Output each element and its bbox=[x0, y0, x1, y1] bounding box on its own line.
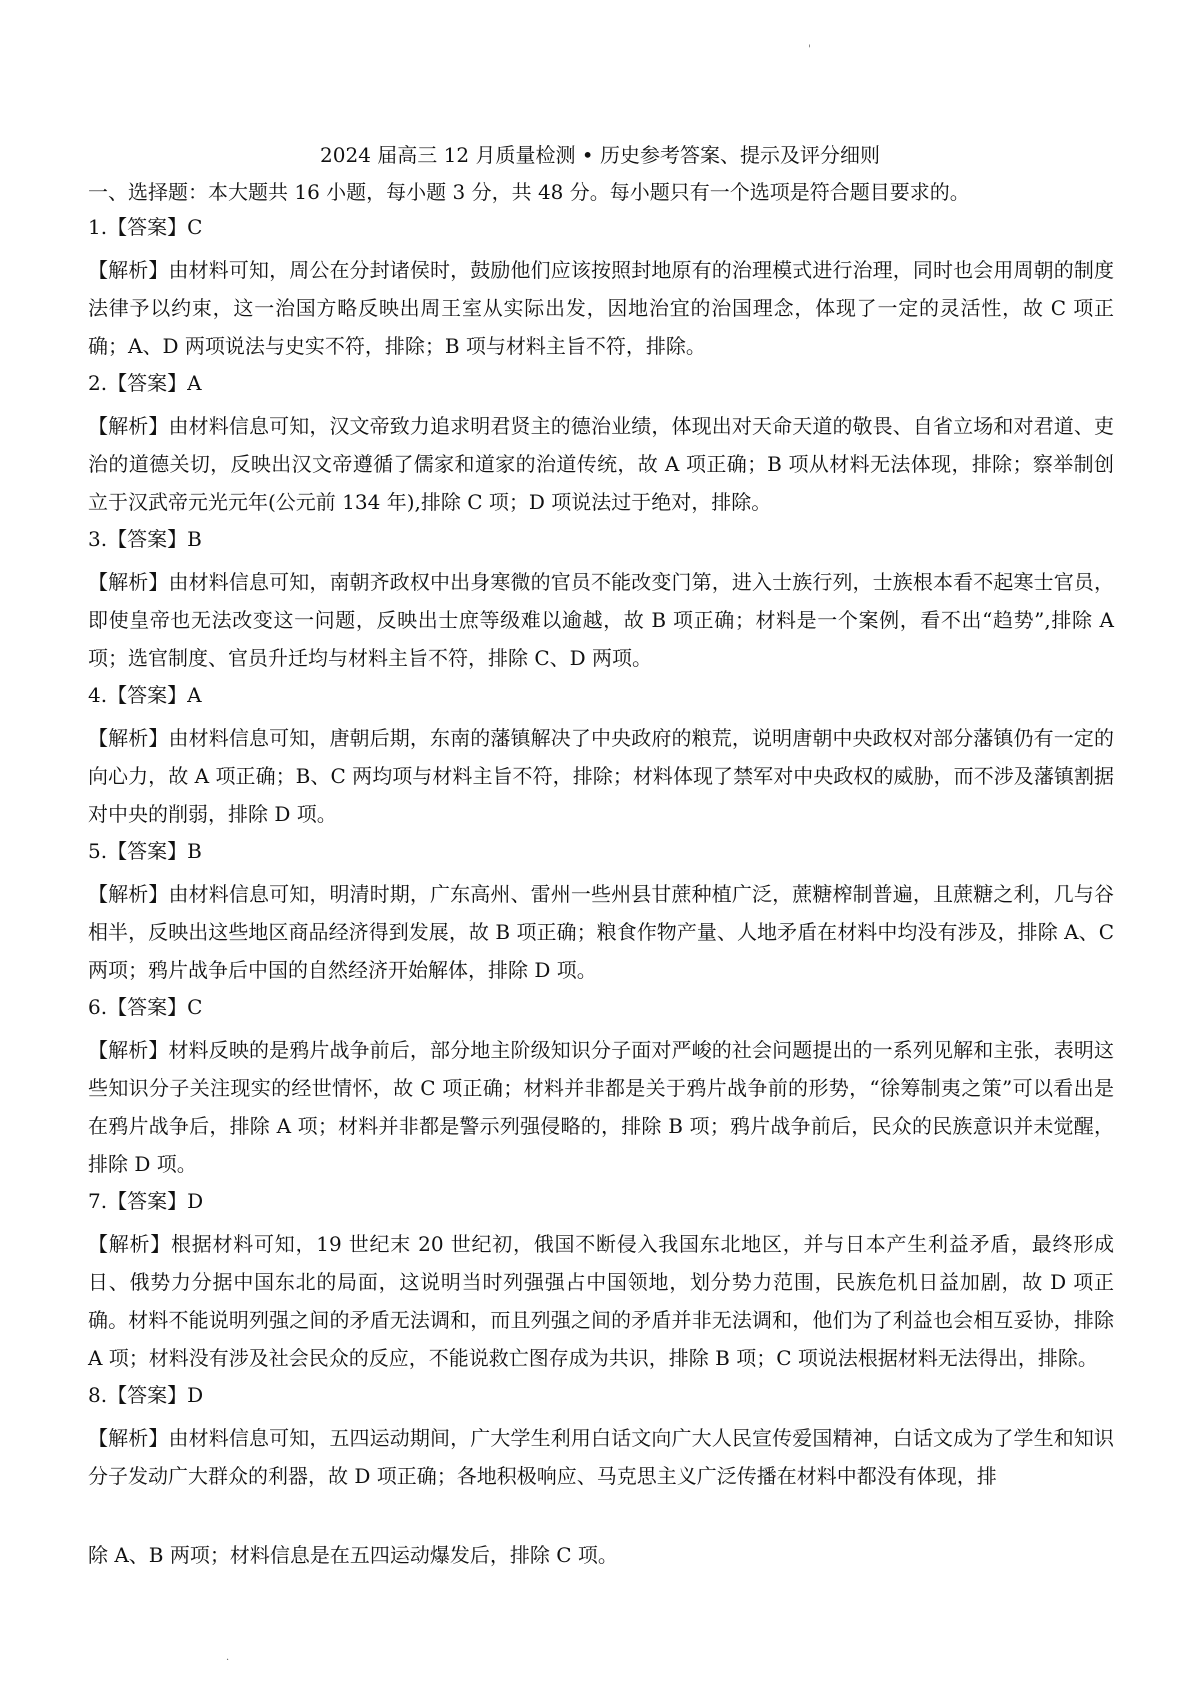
page-title: 2024 届高三 12 月质量检测 • 历史参考答案、提示及评分细则 bbox=[320, 143, 880, 167]
answer-line: 1.【答案】C bbox=[88, 215, 203, 239]
analysis-text: 【解析】根据材料可知，19 世纪末 20 世纪初，俄国不断侵入我国东北地区，并与日本产生利益矛盾，最终形成日、俄势力分据中国东北的局面，这说明当时列强强占中国领地，划分势力范围，民族危机日益加剧，故 D 项正确。材料不能说明列强之间的矛盾无法调和，而且列强之间的矛盾并非无法调和，他们为了利益也会相互妥协，排除 A 项；材料没有涉及社会民众的反应，不能说救亡图存成为共识，排除 B 项；C 项说法根据材料无法得出，排除。 bbox=[88, 1232, 1114, 1370]
analysis-text: 【解析】由材料信息可知，五四运动期间，广大学生利用白话文向广大人民宣传爱国精神，白话文成为了学生和知识分子发动广大群众的利器，故 D 项正确；各地积极响应、马克思主义广泛传播在材料中都没有体现，排 bbox=[88, 1426, 1114, 1488]
answer-item-2 bbox=[88, 369, 1114, 521]
answer-line: 6.【答案】C bbox=[88, 995, 203, 1019]
top-scan-mark: ' bbox=[808, 44, 811, 55]
answer-line: 3.【答案】B bbox=[88, 527, 202, 551]
answer-line: 4.【答案】A bbox=[88, 683, 202, 707]
analysis-continuation: 除 A、B 两项；材料信息是在五四运动爆发后，排除 C 项。 bbox=[88, 1543, 618, 1567]
analysis-text: 【解析】材料反映的是鸦片战争前后，部分地主阶级知识分子面对严峻的社会问题提出的一系列见解和主张，表明这些知识分子关注现实的经世情怀，故 C 项正确；材料并非都是关于鸦片战争前的形势，“徐筹制夷之策”可以看出是在鸦片战争后，排除 A 项；材料并非都是警示列强侵略的，排除 B 项；鸦片战争前后，民众的民族意识并未觉醒，排除 D 项。 bbox=[88, 1038, 1114, 1176]
answer-item-5 bbox=[88, 837, 1114, 989]
answer-line: 2.【答案】A bbox=[88, 371, 202, 395]
analysis-text: 【解析】由材料信息可知，明清时期，广东高州、雷州一些州县甘蔗种植广泛，蔗糖榨制普遍，且蔗糖之利，几与谷相半，反映出这些地区商品经济得到发展，故 B 项正确；粮食作物产量、人地矛盾在材料中均没有涉及，排除 A、C 两项；鸦片战争后中国的自然经济开始解体，排除 D 项。 bbox=[88, 882, 1114, 982]
answer-item-3 bbox=[88, 525, 1114, 677]
section-intro: 一、选择题：本大题共 16 小题，每小题 3 分，共 48 分。每小题只有一个选项是符合题目要求的。 bbox=[88, 180, 970, 204]
answer-line: 5.【答案】B bbox=[88, 839, 202, 863]
answer-item-6 bbox=[88, 993, 1114, 1183]
answer-line: 8.【答案】D bbox=[88, 1383, 204, 1407]
analysis-text: 【解析】由材料信息可知，南朝齐政权中出身寒微的官员不能改变门第，进入士族行列，士族根本看不起寒士官员，即使皇帝也无法改变这一问题，反映出士庶等级难以逾越，故 B 项正确；材料是一个案例，看不出“趋势”,排除 A 项；选官制度、官员升迁均与材料主旨不符，排除 C、D 两项。 bbox=[88, 570, 1114, 670]
answer-line: 7.【答案】D bbox=[88, 1189, 204, 1213]
answer-item-8 bbox=[88, 1381, 1114, 1495]
answer-list bbox=[88, 213, 1114, 1499]
bottom-scan-mark: · bbox=[226, 1655, 230, 1666]
answer-item-1 bbox=[88, 213, 1114, 365]
analysis-text: 【解析】由材料信息可知，唐朝后期，东南的藩镇解决了中央政府的粮荒，说明唐朝中央政权对部分藩镇仍有一定的向心力，故 A 项正确；B、C 两均项与材料主旨不符，排除；材料体现了禁军对中央政权的威胁，而不涉及藩镇割据对中央的削弱，排除 D 项。 bbox=[88, 726, 1114, 826]
answer-item-7 bbox=[88, 1187, 1114, 1377]
analysis-text: 【解析】由材料可知，周公在分封诸侯时，鼓励他们应该按照封地原有的治理模式进行治理，同时也会用周朝的制度法律予以约束，这一治国方略反映出周王室从实际出发，因地治宜的治国理念，体现了一定的灵活性，故 C 项正确；A、D 两项说法与史实不符，排除；B 项与材料主旨不符，排除。 bbox=[88, 258, 1114, 358]
answer-item-4 bbox=[88, 681, 1114, 833]
analysis-text: 【解析】由材料信息可知，汉文帝致力追求明君贤主的德治业绩，体现出对天命天道的敬畏、自省立场和对君道、吏治的道德关切，反映出汉文帝遵循了儒家和道家的治道传统，故 A 项正确；B 项从材料无法体现，排除；察举制创立于汉武帝元光元年(公元前 134 年),排除 C 项；D 项说法过于绝对，排除。 bbox=[88, 414, 1114, 514]
